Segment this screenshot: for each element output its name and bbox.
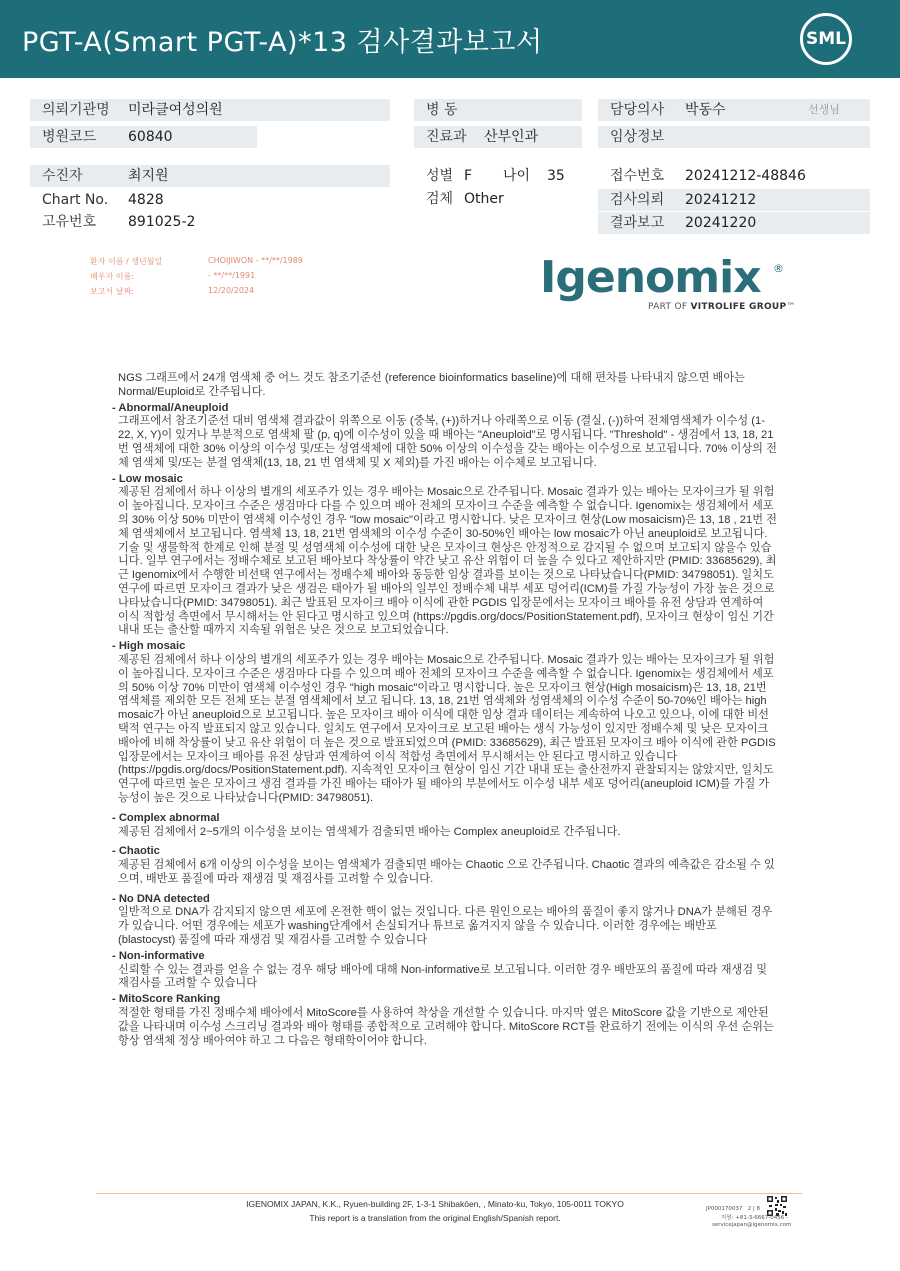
patient-label: 수진자 xyxy=(42,168,83,184)
footer-address: IGENOMIX JAPAN, K.K., Ryuen-building 2F, 1-3-1 Shibakōen, , Minato-ku, Tokyo, 105-0011 TOKYO xyxy=(246,1199,624,1209)
section-text: 그래프에서 참조기준선 대비 염색체 결과값이 위쪽으로 이동 (중복, (+))하거나 아래쪽으로 이동 (결실, (-))하여 전체염색체가 이수성 (1-22, X, Y)이 있거나 부분적으로 염색체 팔 (p, q)에 이수성이 있을 때 배아는 "Aneuploid"로 명시됩니다. "Threshold" - 생검에서 13, 18, 21 번 염색체에 대한 30% 이상의 이수성 및/또는 성염색체에 대한 50% 이상의 이수성을 갖는 배아는 이수성으로 보고됩니다. 70% 이상의 전체 염색체 및/또는 분절 염색체(13, 18, 21 번 염색체 및 X 제외)를 가진 배아는 이수체로 보고됩니다. xyxy=(118,415,777,469)
ghost-partner-label: 배우자 이름: xyxy=(90,272,134,281)
section-chaotic xyxy=(112,845,777,886)
sml-logo xyxy=(800,13,852,65)
field-hospital-code xyxy=(30,126,257,148)
field-ward xyxy=(414,99,582,121)
sex-label: 성별 xyxy=(426,168,454,184)
footer-code-page xyxy=(706,1206,760,1212)
field-report-date xyxy=(598,212,870,234)
intro-paragraph: NGS 그래프에서 24개 염색체 중 어느 것도 참조기준선 (reference bioinformatics baseline)에 대해 편차를 나타내지 않으면 배아는 Normal/Euploid로 간주됩니다. xyxy=(118,372,745,398)
section-title: - Non-informative xyxy=(112,949,205,962)
ghost-date-value: 12/20/2024 xyxy=(208,286,255,295)
receipt-no-value: 20241212-48846 xyxy=(685,168,806,184)
department-value: 산부인과 xyxy=(484,129,539,145)
receipt-no-label: 접수번호 xyxy=(610,168,665,184)
section-text: 일반적으로 DNA가 감지되지 않으면 세포에 온전한 핵이 없는 것입니다. 다른 원인으로는 배아의 품질이 좋지 않거나 DNA가 분해된 경우가 있습니다. 어떤 경우에는 세포가 washing단계에서 손실되거나 튜브로 옮겨지지 않을 수 있습니다. 이러한 경우에는 배반포 (blastocyst) 품질에 따라 재생검 및 재검사를 고려할 수 있습니다 xyxy=(118,906,773,947)
section-no-dna xyxy=(112,893,777,948)
chart-no-label: Chart No. xyxy=(42,192,109,208)
field-unique-id xyxy=(30,211,390,233)
unique-id-label: 고유번호 xyxy=(42,214,97,230)
registered-mark: ® xyxy=(773,262,784,275)
field-receipt-no xyxy=(598,165,870,187)
report-title: PGT-A(Smart PGT-A)*13 검사결과보고서 xyxy=(22,27,543,58)
institution-label: 의뢰기관명 xyxy=(42,102,110,118)
field-chart-no xyxy=(30,189,390,211)
section-title: - Complex abnormal xyxy=(112,811,220,824)
field-patient xyxy=(30,165,390,187)
tagline-brand: VITROLIFE GROUP xyxy=(690,302,787,312)
ghost-date-label: 보고서 날짜: xyxy=(90,287,134,296)
field-request-date xyxy=(598,189,870,211)
section-low-mosaic xyxy=(112,473,777,639)
chart-no-value: 4828 xyxy=(128,192,164,208)
footer-phone: 지원: +81-3-6667-0456 - xyxy=(720,1215,788,1221)
footer-contact xyxy=(712,1215,792,1229)
age-label: 나이 xyxy=(503,168,531,184)
section-text: 제공된 검체에서 2~5개의 이수성을 보이는 염색체가 검출되면 배아는 Complex aneuploid로 간주됩니다. xyxy=(118,825,621,838)
section-title: - MitoScore Ranking xyxy=(112,993,221,1006)
hospital-code-value: 60840 xyxy=(128,129,173,145)
field-department xyxy=(414,126,582,148)
doctor-label: 담당의사 xyxy=(610,102,665,118)
vitrolife-tagline xyxy=(648,302,796,312)
report-explanation xyxy=(112,372,777,1048)
igenomix-logo xyxy=(540,252,796,322)
request-date-label: 검사의뢰 xyxy=(610,192,665,208)
specimen-label: 검체 xyxy=(426,191,454,207)
sex-value: F xyxy=(464,168,473,184)
section-non-informative xyxy=(112,950,777,991)
section-title: - Chaotic xyxy=(112,845,160,858)
footer-email: servicejapan@igenomix.com xyxy=(712,1222,792,1228)
footer-page: 2 | 8 xyxy=(747,1206,761,1212)
section-title: - High mosaic xyxy=(112,640,186,653)
age-value: 35 xyxy=(547,168,565,184)
section-mitoscore xyxy=(112,993,777,1048)
patient-value: 최지원 xyxy=(128,168,169,184)
report-date-value: 20241220 xyxy=(685,215,757,231)
department-label: 진료과 xyxy=(426,129,467,145)
section-title: - Abnormal/Aneuploid xyxy=(112,401,229,414)
footer-divider xyxy=(96,1193,802,1194)
section-text: 제공된 검체에서 하나 이상의 별개의 세포주가 있는 경우 배아는 Mosaic으로 간주됩니다. Mosaic 결과가 있는 배아는 모자이크가 될 위험이 높아집니다. 모자이크 수준은 생검마다 다를 수 있으며 배아 전체의 모자이크 수준을 예측할 수 없습니다. Igenomix는 생검체에서 세포의 30% 이상 50% 미만이 염색체 이수성인 경우 "low mosaic"이라고 명시합니다. 낮은 모자이크 현상(Low mosaicism)은 13, 18 , 21번 전체 염색체에서 보고됩니다. 염색체 13, 18, 21번 염색체의 이수성 수준이 30-50%인 배아는 low mosaic가 아닌 aneuploid로 보고됩니다. 기술 및 생물학적 한계로 인해 분절 및 성염색체 이수성에 대한 낮은 모자이크 현상은 안정적으로 감지될 수 없으며 보고되지 않을수 있습니다. 일부 연구에서는 정배수체로 보고된 배아보다 착상률이 약간 낮고 유산 위험이 더 높을 수 있다고 제안하지만 (PMID: 33685629), 최근 Igenomix에서 수행한 비선택 연구에서는 정배수체 배아와 동등한 임상 결과를 보이는 것으로 나타났습니다(PMID: 34798051). 일치도 연구에 따르면 모자이크 결과가 낮은 생검은 태아가 될 배아의 일부인 정배수체 내부 세포 덩어리(ICM)를 가질 가능성이 가장 높은 것으로 나타났습니다(PMID: 34798051). 최근 발표된 모자이크 배아 이식에 관한 PGDIS 입장문에서는 모자이크 배아를 유전 상담과 연계하여 이식 적합성 측면에서 무시해서는 안 된다고 명시하고 있으며 (https://pgdis.org/docs/PositionStatement.pdf), 모자이크 현상이 임신 기간 내내 또는 출산할 때까지 지속될 위험은 낮은 것으로 보고되었습니다. xyxy=(118,486,777,637)
doctor-value: 박동수 xyxy=(685,102,726,118)
section-high-mosaic xyxy=(112,640,777,806)
institution-value: 미라클여성의원 xyxy=(128,102,223,118)
specimen-value: Other xyxy=(464,191,504,207)
field-clinical-info xyxy=(598,126,870,148)
ghost-name-value: CHOIJIWON - **/**/1989 xyxy=(208,256,303,265)
request-date-value: 20241212 xyxy=(685,192,757,208)
ward-label: 병 동 xyxy=(426,102,458,118)
hospital-code-label: 병원코드 xyxy=(42,129,97,145)
section-title: - No DNA detected xyxy=(112,892,210,905)
doctor-suffix: 선생님 xyxy=(808,103,840,116)
report-header xyxy=(0,0,900,78)
qr-code-icon xyxy=(766,1195,788,1217)
section-abnormal-aneuploid xyxy=(112,402,777,471)
field-doctor xyxy=(598,99,870,121)
section-text: 신뢰할 수 있는 결과를 얻을 수 없는 경우 해당 배아에 대해 Non-informative로 보고됩니다. 이러한 경우 배반포의 품질에 따라 재생검 및 재검사를 고려할 수 있습니다 xyxy=(118,963,768,990)
unique-id-value: 891025-2 xyxy=(128,214,196,230)
tagline-prefix: PART OF xyxy=(648,302,688,312)
sml-logo-text: SML xyxy=(806,29,846,49)
tagline-mark: ™ xyxy=(786,302,796,312)
section-complex-abnormal xyxy=(112,812,777,840)
ghost-name-label: 환자 이름 / 생년월일 xyxy=(90,257,163,266)
igenomix-wordmark: Igenomix xyxy=(540,252,761,303)
section-text: 적절한 형태를 가진 정배수체 배아에서 MitoScore를 사용하여 착상을 개선할 수 있습니다. 마지막 옆은 MitoScore 값을 기반으로 제안된 값을 나타내며 이수성 스크리닝 결과와 배아 형태를 종합적으로 고려해야 합니다. MitoScore RCT를 완료하기 전에는 이식의 우선 순위는 항상 염색체 정상 배아여야 하고 그 다음은 형태학이어야 합니다. xyxy=(118,1007,774,1047)
field-sex-age xyxy=(414,165,584,187)
section-text: 제공된 검체에서 하나 이상의 별개의 세포주가 있는 경우 배아는 Mosaic으로 간주됩니다. Mosaic 결과가 있는 배아는 모자이크가 될 위험이 높아집니다. 모자이크 수준은 생검마다 다를 수 있으며 배아 전체의 모자이크 수준을 예측할 수 없습니다. Igenomix는 생검체에서 세포의 50% 이상 70% 미만이 염색체 이수성인 경우 "high mosaic"이라고 명시합니다. 높은 모자이크 현상(High mosaicism)은 13, 18, 21번 염색체를 제외한 모든 전체 또는 분절 염색체에서 보고 됩니다. 13, 18, 21번 염색체와 성염색체의 이수성 수준이 50-70%인 배아는 high mosaic가 아닌 aneuploid으로 보고됩니다. 높은 모자이크 배아 이식에 대한 임상 결과 데이터는 계속하여 나오고 있으나, 이에 대한 비선택적 연구는 아직 발표되지 않고 있습니다. 일치도 연구에서 모자이크로 보고된 배아는 생식 가능성이 있지만 정배수체 및 낮은 모자이크 배아에 비해 착상률이 낮고 유산 위험이 더 높은 것으로 발표되었으며 (PMID: 33685629), 최근 발표된 모자이크 배아 이식에 관한 PGDIS 입장문에서는 모자이크 배아를 유전 상담과 연계하여 이식 적합성 측면에서 무시해서는 안 된다고 명시하고 있습니다 (https://pgdis.org/docs/PositionStatement.pdf). 지속적인 모자이크 현상이 임신 기간 내내 또는 출산전까지 관찰되지는 않았지만, 일치도 연구에 따르면 높은 모자이크 생검 결과를 가진 배아는 태아가 될 배아의 부분에서도 이수성 내부 세포 덩어리(aneuploid ICM)를 가질 가능성이 높은 것으로 나타났습니다(PMID: 34798051). xyxy=(118,653,776,804)
report-date-label: 결과보고 xyxy=(610,215,665,231)
ghost-partner-value: - **/**/1991 xyxy=(208,271,256,280)
field-specimen xyxy=(414,188,582,210)
section-text: 제공된 검체에서 6개 이상의 이수성을 보이는 염색체가 검출되면 배아는 Chaotic 으로 간주됩니다. Chaotic 결과의 예측값은 감소될 수 있으며, 배반포 품질에 따라 재생검 및 재검사를 고려할 수 있습니다. xyxy=(118,859,775,885)
clinical-info-label: 임상정보 xyxy=(610,129,665,145)
footer-translation-note: This report is a translation from the original English/Spanish report. xyxy=(309,1213,561,1223)
field-institution xyxy=(30,99,390,121)
section-title: - Low mosaic xyxy=(112,472,183,485)
footer-code: JP000170037 xyxy=(706,1206,743,1212)
